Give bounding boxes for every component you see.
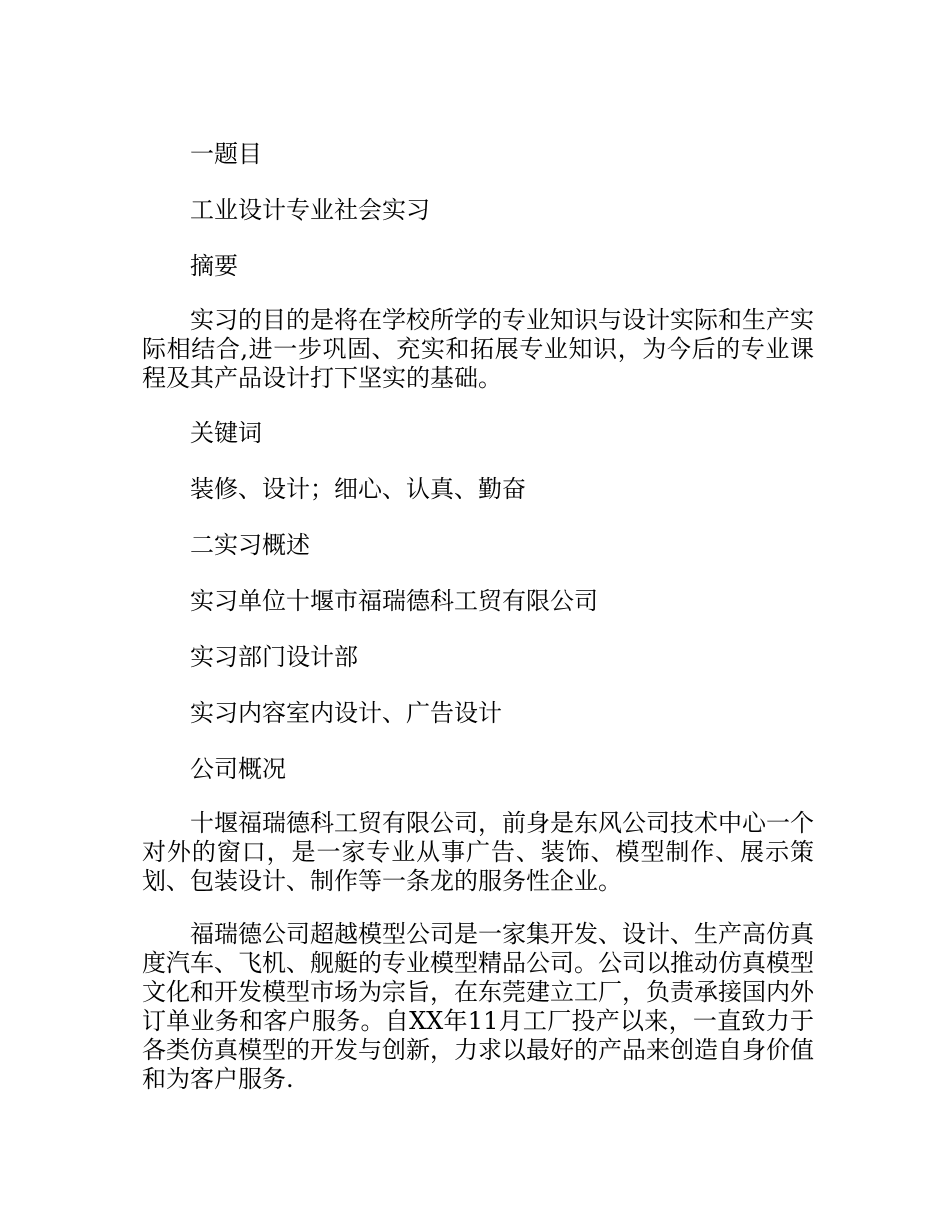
topic-title: 工业设计专业社会实习	[190, 196, 430, 224]
internship-content: 实习内容室内设计、广告设计	[190, 699, 502, 727]
internship-department: 实习部门设计部	[190, 643, 358, 671]
section-heading-overview: 二实习概述	[190, 531, 310, 559]
keywords-heading: 关键词	[190, 419, 262, 447]
company-paragraph-1: 十堰福瑞德科工贸有限公司，前身是东风公司技术中心一个对外的窗口，是一家专业从事广告、装饰、模型制作、展示策划、包装设计、制作等一条龙的服务性企业。	[142, 809, 814, 895]
document-body	[142, 138, 814, 1118]
abstract-heading: 摘要	[190, 252, 238, 280]
abstract-paragraph: 实习的目的是将在学校所学的专业知识与设计实际和生产实际相结合,进一步巩固、充实和拓展专业知识，为今后的专业课程及其产品设计打下坚实的基础。	[142, 306, 814, 392]
section-heading-topic: 一题目	[190, 140, 262, 168]
internship-unit: 实习单位十堰市福瑞德科工贸有限公司	[190, 587, 598, 615]
company-paragraph-2: 福瑞德公司超越模型公司是一家集开发、设计、生产高仿真度汽车、飞机、舰艇的专业模型精品公司。公司以推动仿真模型文化和开发模型市场为宗旨，在东莞建立工厂，负责承接国内外订单业务和客户服务。自XX年11月工厂投产以来，一直致力于各类仿真模型的开发与创新，力求以最好的产品来创造自身价值和为客户服务.	[142, 920, 814, 1093]
company-overview-heading: 公司概况	[190, 755, 286, 783]
keywords-text: 装修、设计；细心、认真、勤奋	[190, 475, 526, 503]
